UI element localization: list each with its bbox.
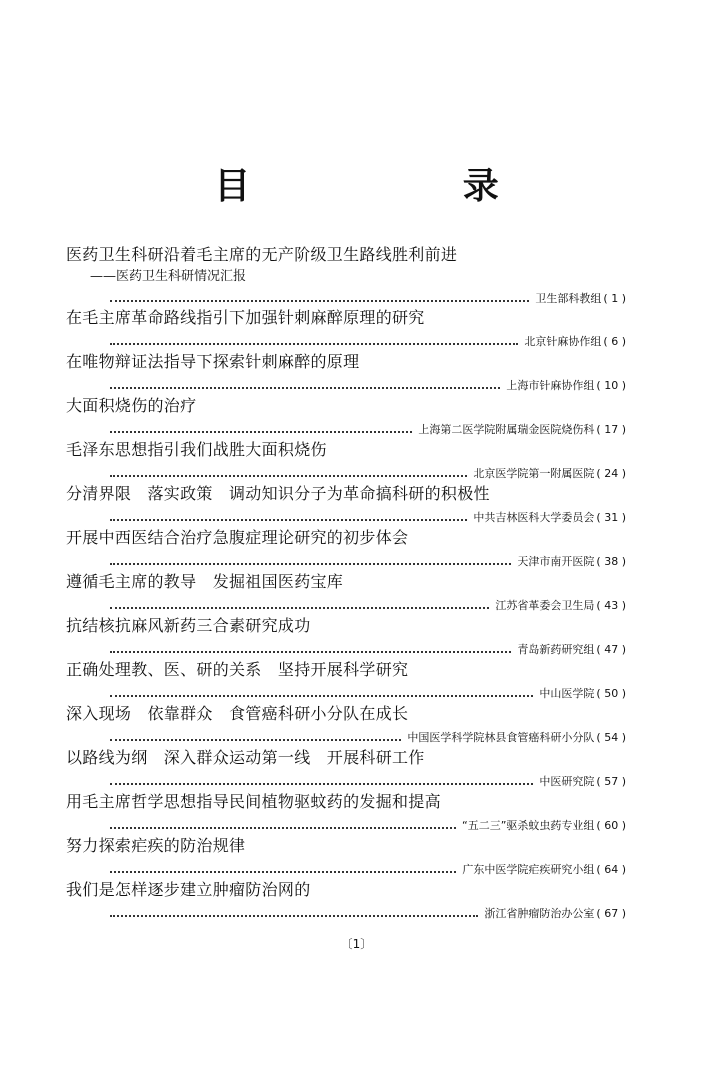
entry-source: 天津市南开医院: [517, 555, 595, 568]
toc-entry[interactable]: [66, 527, 626, 571]
dot-leader: [110, 695, 533, 697]
dot-leader: [110, 827, 456, 829]
entry-leader: [110, 859, 626, 877]
dot-leader: [110, 871, 456, 873]
entry-leader: [110, 375, 626, 393]
entry-leader: [110, 419, 626, 437]
entry-page: ( 47 ): [596, 643, 626, 656]
entry-page: ( 31 ): [596, 511, 626, 524]
entry-page: ( 17 ): [596, 423, 626, 436]
entry-title: 大面积烧伤的治疗: [66, 396, 197, 415]
entry-page: ( 24 ): [596, 467, 626, 480]
entry-source: 上海市针麻协作组: [506, 379, 595, 392]
entry-leader: [110, 288, 626, 306]
entry-page: ( 64 ): [596, 863, 626, 876]
dot-leader: [110, 300, 529, 302]
dot-leader: [110, 431, 412, 433]
dot-leader: [110, 739, 401, 741]
entry-leader: [110, 639, 626, 657]
entry-source: 江苏省革委会卫生局: [495, 599, 595, 612]
toc-entry[interactable]: [66, 439, 626, 483]
dot-leader: [110, 915, 478, 917]
entry-source: 广东中医学院疟疾研究小组: [462, 863, 595, 876]
entry-leader: [110, 815, 626, 833]
entry-leader: [110, 903, 626, 921]
toc-entry[interactable]: [66, 615, 626, 659]
toc-entry[interactable]: [66, 395, 626, 439]
entry-title: 毛泽东思想指引我们战胜大面积烧伤: [66, 440, 327, 459]
toc-entry[interactable]: [66, 791, 626, 835]
entry-title: 在毛主席革命路线指引下加强针刺麻醉原理的研究: [66, 308, 425, 327]
entry-source: “五二三”驱杀蚊虫药专业组: [462, 819, 595, 832]
entry-title: 分清界限 落实政策 调动知识分子为革命搞科研的积极性: [66, 484, 490, 503]
toc-entry[interactable]: [66, 747, 626, 791]
toc-list: [66, 244, 626, 923]
dot-leader: [110, 387, 500, 389]
dot-leader: [110, 783, 533, 785]
entry-page: ( 6 ): [603, 335, 626, 348]
entry-leader: [110, 331, 626, 349]
entry-leader: [110, 551, 626, 569]
toc-entry[interactable]: [66, 244, 626, 307]
dot-leader: [110, 651, 511, 653]
entry-title: 开展中西医结合治疗急腹症理论研究的初步体会: [66, 528, 409, 547]
entry-leader: [110, 507, 626, 525]
entry-page: ( 54 ): [596, 731, 626, 744]
entry-leader: [110, 463, 626, 481]
entry-source: 中共吉林医科大学委员会: [473, 511, 595, 524]
entry-source: 中山医学院: [539, 687, 595, 700]
entry-source: 北京针麻协作组: [524, 335, 602, 348]
entry-page: ( 38 ): [596, 555, 626, 568]
dot-leader: [110, 563, 511, 565]
entry-title: 以路线为纲 深入群众运动第一线 开展科研工作: [66, 748, 425, 767]
entry-page: ( 67 ): [596, 907, 626, 920]
entry-title: 在唯物辩证法指导下探索针刺麻醉的原理: [66, 352, 360, 371]
entry-title: 抗结核抗麻风新药三合素研究成功: [66, 616, 311, 635]
toc-entry[interactable]: [66, 351, 626, 395]
entry-page: ( 43 ): [596, 599, 626, 612]
entry-source: 上海第二医学院附属瑞金医院烧伤科: [418, 423, 595, 436]
dot-leader: [110, 475, 467, 477]
toc-entry[interactable]: [66, 571, 626, 615]
toc-entry[interactable]: [66, 659, 626, 703]
entry-title: 医药卫生科研沿着毛主席的无产阶级卫生路线胜利前进: [66, 245, 458, 264]
entry-page: ( 10 ): [596, 379, 626, 392]
entry-title: 努力探索疟疾的防治规律: [66, 836, 246, 855]
entry-title: 正确处理教、医、研的关系 坚持开展科学研究: [66, 660, 409, 679]
toc-entry[interactable]: [66, 483, 626, 527]
dot-leader: [110, 519, 467, 521]
entry-leader: [110, 595, 626, 613]
entry-page: ( 1 ): [603, 292, 626, 305]
page-number: 〔1〕: [340, 937, 373, 951]
entry-source: 北京医学院第一附属医院: [473, 467, 595, 480]
entry-source: 卫生部科教组: [535, 292, 602, 305]
entry-title: 用毛主席哲学思想指导民间植物驱蚊药的发掘和提高: [66, 792, 441, 811]
entry-source: 中医研究院: [539, 775, 595, 788]
toc-entry[interactable]: [66, 835, 626, 879]
entry-leader: [110, 771, 626, 789]
dot-leader: [110, 343, 518, 345]
toc-entry[interactable]: [66, 703, 626, 747]
entry-page: ( 60 ): [596, 819, 626, 832]
entry-title: 我们是怎样逐步建立肿瘤防治网的: [66, 880, 311, 899]
entry-subtitle: ——医药卫生科研情况汇报: [90, 269, 247, 284]
entry-page: ( 50 ): [596, 687, 626, 700]
entry-page: ( 57 ): [596, 775, 626, 788]
page-title: 目 录: [214, 166, 599, 207]
entry-source: 中国医学科学院林县食管癌科研小分队: [407, 731, 595, 744]
entry-leader: [110, 683, 626, 701]
toc-entry[interactable]: [66, 879, 626, 923]
entry-title: 深入现场 依靠群众 食管癌科研小分队在成长: [66, 704, 409, 723]
entry-title: 遵循毛主席的教导 发掘祖国医药宝库: [66, 572, 344, 591]
dot-leader: [110, 607, 489, 609]
entry-source: 青岛新药研究组: [517, 643, 595, 656]
toc-entry[interactable]: [66, 307, 626, 351]
entry-leader: [110, 727, 626, 745]
entry-source: 浙江省肿瘤防治办公室: [484, 907, 595, 920]
